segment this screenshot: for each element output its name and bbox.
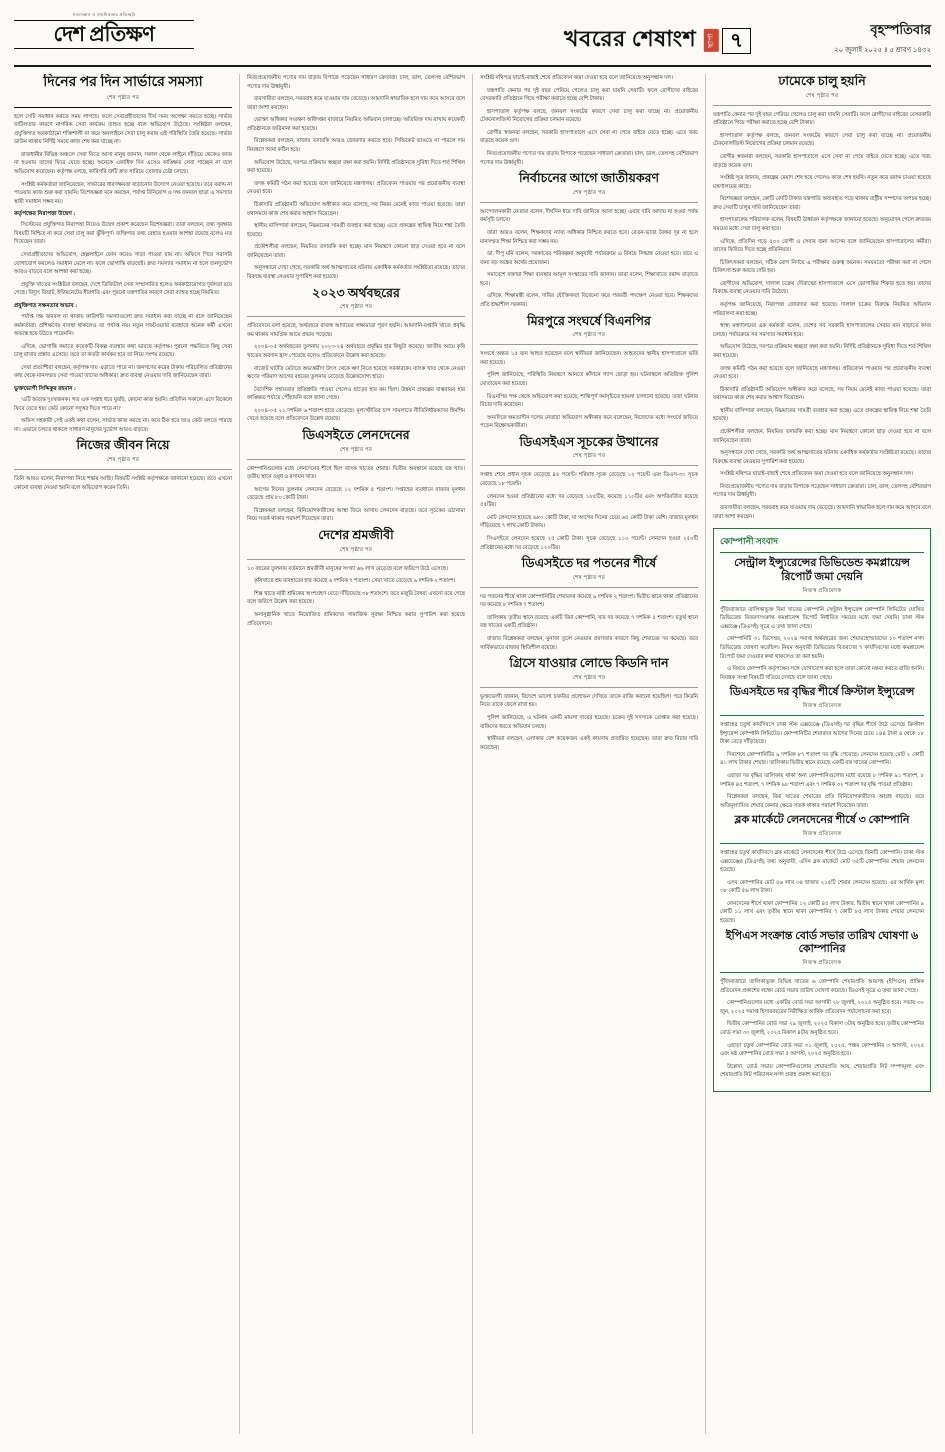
company-body (720, 978, 924, 1080)
paragraph: স্থানীয়রা বলছেন, এলাকার বেশ কয়েকজন একই কায়দায় প্রতারিত হয়েছেন। তারা দ্রুত বিচার দাবি করেছেন। (480, 736, 698, 751)
headline: ডিএসইতে দর পতনের শীর্ষে (521, 556, 657, 571)
paragraph: সিস্টেমের প্রযুক্তিগত নিরাপত্তা নিয়েও উদ্বেগ প্রকাশ করেছেন বিশেষজ্ঞরা। তারা বলছেন, তথ্য সুরক্ষার বিষয়টি নিশ্চিত না করে সেবা চালু করা ঝুঁকিপূর্ণ। ব্যক্তিগত তথ্য বেহাত হওয়ার আশঙ্কা রয়েছে বলেও মত দিয়েছেন তারা। (14, 222, 232, 246)
byline: শেষ পৃষ্ঠার পর (339, 546, 373, 553)
paragraph: ঠিকাদারি প্রতিষ্ঠানটি অভিযোগ অস্বীকার করে বলেছে, সব নিয়ম মেনেই কাজ পাওয়া হয়েছে। তারা যথাসময়ে কাজ শেষ করার আশ্বাস দিয়েছেন। (713, 386, 931, 402)
column-3 (480, 74, 698, 1434)
paragraph: কর্তৃপক্ষ জানিয়েছে, নিরাপত্তা জোরদার করা হয়েছে। দালাল চক্রের বিরুদ্ধে নিয়মিত অভিযান পরিচালনা করা হচ্ছে। (713, 302, 931, 317)
byline: শেষ পৃষ্ঠার পর (572, 332, 606, 339)
article-body-continued (247, 74, 465, 282)
paragraph: অভিযোগ উঠেছে, দরপত্র প্রক্রিয়ায় স্বচ্ছতা রক্ষা করা হয়নি। নির্দিষ্ট প্রতিষ্ঠানকে সুবিধা দিতে শর্ত শিথিল করা হয়েছে। (247, 159, 465, 175)
article-body (480, 693, 698, 752)
byline: নিজস্ব প্রতিবেদক (802, 587, 842, 594)
date-label: ২০ জুলাই ২০২৫ ॥ ৫ শ্রাবণ ১৪৩২ (834, 46, 931, 54)
paragraph: প্রতিবেদনে বলা হয়েছে, অর্থবছরে রাজস্ব আদায়ের লক্ষ্যমাত্রা পূরণ হয়নি। আমদানি-রপ্তানি খাতে প্রবৃদ্ধি কম থাকায় সামগ্রিক আয়ে প্রভাব পড়েছে। (247, 323, 465, 338)
article-body (480, 208, 698, 310)
paragraph: শিল্প খাতে নারী শ্রমিকের অংশগ্রহণ বেড়ে দাঁড়িয়েছে ৩৮ শতাংশে। তবে মজুরি বৈষম্য এখনো রয়ে গেছে বলে জরিপে উল্লেখ করা হয়েছে। (247, 590, 465, 606)
paragraph: স্থানীয় বাসিন্দারা বলছেন, নিম্নমানের সামগ্রী ব্যবহার করা হচ্ছে। এতে প্রকল্পের স্থায়িত্ব নিয়ে শঙ্কা তৈরি হয়েছে। (713, 407, 931, 423)
paragraph: পুলিশ জানিয়েছে, এ ঘটনায় একটি মামলা দায়ের হয়েছে। চক্রের দুই সদস্যকে গ্রেপ্তার করা হয়েছে। বাকিদের ধরতে অভিযান চলছে। (480, 714, 698, 730)
column-divider (239, 74, 240, 1434)
paragraph: সপ্তাহ শেষে প্রধান সূচক বেড়েছে ৪৫ পয়েন্ট। শরিয়াহ সূচক বেড়েছে ১২ পয়েন্ট এবং ডিএস-৩০ সূচক বেড়েছে ১৮ পয়েন্ট। (480, 472, 698, 488)
byline: শেষ পৃষ্ঠার পর (805, 92, 839, 99)
paragraph: প্রকৌশলীরা বলছেন, নিয়মিত তদারকি করা হচ্ছে। মান নিয়ন্ত্রণে কোনো ছাড় দেওয়া হবে না বলে জানিয়েছেন তারা। (713, 428, 931, 444)
paragraph: রোগীর স্বজনরা বলছেন, সরকারি হাসপাতালে এসে সেবা না পেয়ে বাইরে যেতে হচ্ছে। এতে খরচ বাড়ছে কয়েক গুণ। (713, 153, 931, 169)
paragraph: দিনশেষে কোম্পানিটির ৯ দশমিক ৮৭ শতাংশ দর বৃদ্ধি পেয়েছে। লেনদেন হয়েছে মোট ২ কোটি ৪১ লাখ টাকার শেয়ার। তালিকায় দ্বিতীয় স্থানে রয়েছে একটি বস্ত্র খাতের কোম্পানি। (720, 751, 924, 767)
paragraph: তিনি আরও বলেন, নিরাপত্তা নিয়ে শঙ্কায় আছি। বিষয়টি সংশ্লিষ্ট কর্তৃপক্ষকে জানানো হয়েছে। তবে এখনো কোনো ব্যবস্থা নেওয়া হয়নি বলে অভিযোগ করেন তিনি। (14, 476, 232, 491)
paragraph: ভোক্তা অধিকার সংরক্ষণ অধিদপ্তর বাজারে নিয়মিত অভিযান চালাচ্ছে। অতিরিক্ত দাম রাখায় কয়েকটি প্রতিষ্ঠানকে জরিমানা করা হয়েছে। (247, 117, 465, 132)
company-body (720, 721, 924, 810)
section-header (194, 12, 751, 59)
article-body (247, 322, 465, 424)
article-dse-decline (480, 556, 698, 652)
article-body (713, 111, 931, 522)
byline: নিজস্ব প্রতিবেদক (802, 703, 842, 710)
paragraph: হলে সেটি সমাধান করতে সময় লাগছে। ফলে সেবাগ্রহীতাদের দীর্ঘ সময় অপেক্ষা করতে হচ্ছে। সার্ভার জটিলতার কারণে নাগরিক সেবা কার্যক্রম ব্যাহত হচ্ছে বলে অভিযোগ উঠেছে। সংশ্লিষ্টরা বলছেন, প্রযুক্তিগত অবকাঠামো শক্তিশালী না করে অনলাইনে সেবা চালু করায় এই পরিস্থিতি তৈরি হয়েছে। সার্ভার ডাউন থাকায় নির্দিষ্ট সময়ে কাজ শেষ করা যাচ্ছে না। (14, 113, 232, 146)
paragraph: পুঁজিবাজারে তালিকাভুক্ত বিভিন্ন খাতের ৬ কোম্পানি শেয়ারপ্রতি আয়সহ (ইপিএস) প্রান্তিক প্রতিবেদন প্রকাশের লক্ষ্যে বোর্ড সভার তারিখ ঘোষণা করেছে। ডিএসই সূত্রে এ তথ্য জানা গেছে। (720, 979, 924, 994)
paragraph: তদন্ত কমিটি গঠন করা হয়েছে বলে জানিয়েছে মন্ত্রণালয়। প্রতিবেদন পাওয়ার পর প্রয়োজনীয় ব্যবস্থা নেওয়া হবে। (247, 180, 465, 196)
paragraph: নিত্যপ্রয়োজনীয় পণ্যের দাম বাড়ায় বিপাকে পড়েছেন সাধারণ ক্রেতারা। চাল, ডাল, তেলসহ বেশিরভাগ পণ্যের দাম ঊর্ধ্বমুখী। (480, 151, 698, 166)
paragraph: এদিকে, ভোগান্তি কমাতে কয়েকটি বিকল্প ব্যবস্থার কথা ভাবছে কর্তৃপক্ষ। পুরনো পদ্ধতিতে কিছু সেবা চালু রাখার প্রস্তাব এসেছে। তবে তা কতটা কার্যকর হবে তা নিয়ে সংশয় রয়েছে। (14, 343, 232, 359)
company-headline: ইপিএস সংক্রান্ত বোর্ড সভার তারিখ ঘোষণা ৬ কোম্পানির (725, 929, 919, 956)
paragraph: প্রযুক্তি খাতের সংশ্লিষ্টরা বলছেন, দেশে ডিজিটাল সেবা সম্প্রসারিত হলেও অবকাঠামোগত দুর্বলতা রয়ে গেছে। বিদ্যুৎ বিভ্রাট, ইন্টারনেটের ধীরগতি এবং পুরনো যন্ত্রপাতির কারণে সেবা ব্যাহত হচ্ছে নিয়মিত। (14, 281, 232, 297)
article-nationalization (480, 171, 698, 309)
article-own-life (14, 438, 232, 492)
paragraph: রাজধানীর বিভিন্ন অঞ্চলে সেবা নিতে আসা মানুষ জানান, সকাল থেকে লাইনে দাঁড়িয়ে থেকেও কাজ না হওয়ায় তাদের ফিরে যেতে হচ্ছে। অনেকে একাধিক দিন এসেও কাঙ্ক্ষিত সেবা পাচ্ছেন না বলে অভিযোগ করেছেন। কর্তৃপক্ষ বলছে, কারিগরি ত্রুটি দ্রুত সারিয়ে তোলার চেষ্টা চলছে। (14, 151, 232, 175)
byline: শেষ পৃষ্ঠার পর (572, 453, 606, 460)
article-body (480, 350, 698, 431)
byline: নিজস্ব প্রতিবেদক (802, 831, 842, 837)
article-fy2023 (247, 286, 465, 424)
byline: শেষ পৃষ্ঠার পর (572, 189, 606, 196)
company-news-label: কোম্পানী সংবাদ (720, 534, 924, 553)
byline: শেষ পৃষ্ঠার পর (339, 446, 373, 453)
paragraph: অনুসন্ধানে দেখা গেছে, সরকারি অর্থ আত্মসাতের ঘটনায় একাধিক কর্মকর্তার সংশ্লিষ্টতা রয়েছে। তাদের বিরুদ্ধে ব্যবস্থা নেওয়ার সুপারিশ করা হয়েছে। (713, 450, 931, 465)
paragraph: এ বিষয়ে কোম্পানি কর্তৃপক্ষের সঙ্গে যোগাযোগ করা হলে তারা কোনো মন্তব্য করতে রাজি হননি। নিয়ন্ত্রক সংস্থা বিষয়টি খতিয়ে দেখছে বলে জানা গেছে। (720, 666, 924, 681)
paragraph: হাসপাতাল কর্তৃপক্ষ বলছে, জনবল সংকটের কারণে সেবা চালু করা যাচ্ছে না। প্রয়োজনীয় টেকনোলজিস্ট নিয়োগের প্রক্রিয়া চলমান রয়েছে। (480, 108, 698, 124)
paragraph: আগের দিনের তুলনায় লেনদেন বেড়েছে ১২ দশমিক ৫ শতাংশ। সপ্তাহের ব্যবধানে বাজার মূলধন বেড়েছে প্রায় ৮০ কোটি টাকা। (247, 486, 465, 502)
article-labour (247, 528, 465, 628)
logo-kicker: সত্যসন্ধান ও সাহসিকতার প্রতিচ্ছবি (72, 12, 136, 17)
paragraph: তদন্ত কমিটি গঠন করা হয়েছে বলে জানিয়েছে মন্ত্রণালয়। প্রতিবেদন পাওয়ার পর প্রয়োজনীয় ব্যবস্থা নেওয়া হবে। (713, 365, 931, 381)
paragraph: স্বাস্থ্য মন্ত্রণালয়ের এক কর্মকর্তা বলেন, দেশের সব সরকারি হাসপাতালের সেবার মান বাড়াতে কাজ চলছে। পর্যায়ক্রমে সব সমস্যার সমাধান হবে। (713, 323, 931, 338)
paragraph: এছাড়া চতুর্থ কোম্পানির বোর্ড সভা ৩১ জুলাই, ২০২৫, পঞ্চম কোম্পানির ৩ আগস্ট, ২০২৫ এবং ষষ্ঠ কোম্পানির বোর্ড সভা ৫ আগস্ট, ২০২৫ অনুষ্ঠিত হবে। (720, 1042, 924, 1058)
paragraph: সংশ্লিষ্ট সূত্র জানায়, প্রকল্পের মেয়াদ শেষ হয়ে গেলেও কাজ শেষ হয়নি। নতুন করে বরাদ্দ চাওয়া হয়েছে মন্ত্রণালয়ের কাছে। (713, 175, 931, 190)
paragraph: নিত্যপ্রয়োজনীয় পণ্যের দাম বাড়ায় বিপাকে পড়েছেন সাধারণ ক্রেতারা। চাল, ডাল, তেলসহ বেশিরভাগ পণ্যের দাম ঊর্ধ্বমুখী। (247, 75, 465, 90)
headline: মিরপুরে সংঘর্ষে বিএনপির (527, 313, 651, 328)
section-title: খবরের শেষাংশ (564, 26, 697, 51)
paragraph: সংশ্লিষ্ট কর্মকর্তারা জানিয়েছেন, সার্ভারের ধারণক্ষমতা বাড়ানোর উদ্যোগ নেওয়া হয়েছে। তবে বরাদ্দ না পাওয়ায় কাজ শুরু করা যায়নি। বিশেষজ্ঞরা মনে করছেন, পর্যাপ্ত বিনিয়োগ ও দক্ষ জনবল ছাড়া এ সমস্যার স্থায়ী সমাধান সম্ভব নয়। (14, 181, 232, 205)
paragraph: সংশ্লিষ্ট নথিপত্র যাচাই-বাছাই শেষে প্রতিবেদন জমা দেওয়া হবে বলে জানিয়েছে অনুসন্ধান দল। (480, 75, 673, 81)
paragraph: এদিকে, শিক্ষামন্ত্রী বলেন, দাবির যৌক্তিকতা বিবেচনা করে পরবর্তী পদক্ষেপ নেওয়া হবে। শিক্ষকদের প্রতি শ্রদ্ধাশীল সরকার। (480, 293, 698, 309)
paragraph: আন্দোলনকারী নেতারা বলেন, দীর্ঘদিন ধরে দাবি জানিয়ে আসা হচ্ছে। এবার দাবি আদায় না হওয়া পর্যন্ত কর্মসূচি চলবে। (480, 208, 698, 224)
paragraph: চিকিৎসকরা বলছেন, সঠিক রোগ নির্ণয়ে এ পরীক্ষার গুরুত্ব অনেক। সময়মতো পরীক্ষা করা না গেলে চিকিৎসা শুরু করতে দেরি হয়। (713, 259, 931, 275)
subheading: প্রযুক্তিগত সক্ষমতার অভাব : (14, 302, 78, 309)
paragraph: কৃষিখাতে শ্রম ব্যবহারের হার কমেছে ৬ দশমিক ৭ শতাংশ। সেবা খাতে বেড়েছে ৯ দশমিক ২ শতাংশ। (254, 578, 456, 585)
headline: ডিএসইএস সূচকের উত্থানের (519, 434, 659, 449)
paragraph: যন্ত্রপাতি কেনার পর দুই বছর পেরিয়ে গেলেও চালু করা যায়নি সেবাটি। ফলে রোগীদের বাইরের বেসরকারি প্রতিষ্ঠানে গিয়ে পরীক্ষা করাতে হচ্ছে বেশি টাকায়। (480, 87, 698, 103)
paragraph: বৈদেশিক সহায়তার প্রতিশ্রুতি পাওয়া গেলেও ছাড়ের হার কম ছিল। উন্নয়ন প্রকল্পের বাস্তবায়ন হার কাঙ্ক্ষিত পর্যায়ে পৌঁছায়নি বলে জানা গেছে। (247, 386, 465, 402)
paragraph: সংঘর্ষে অন্তত ১৫ জন আহত হয়েছেন বলে স্থানীয়রা জানিয়েছেন। আহতদের স্থানীয় হাসপাতালে ভর্তি করা হয়েছে। (480, 351, 698, 366)
paragraph: সিএসইতে লেনদেন হয়েছে ২৫ কোটি টাকা। সূচক বেড়েছে ১১০ পয়েন্ট। লেনদেন হওয়া ২৫০টি প্রতিষ্ঠানের মধ্যে দর বেড়েছে ১২০টির। (480, 535, 698, 551)
paragraph: অনানুষ্ঠানিক খাতে নিয়োজিত শ্রমিকদের সামাজিক সুরক্ষা নিশ্চিত করার সুপারিশ করা হয়েছে প্রতিবেদনে। (247, 612, 465, 627)
subheading: ভুক্তভোগী সিদ্দিকুর রহমান : (14, 386, 76, 393)
masthead (14, 12, 931, 67)
paragraph: অনুসন্ধানে দেখা গেছে, সরকারি অর্থ আত্মসাতের ঘটনায় একাধিক কর্মকর্তার সংশ্লিষ্টতা রয়েছে। তাদের বিরুদ্ধে ব্যবস্থা নেওয়ার সুপারিশ করা হয়েছে। (247, 265, 465, 280)
headline: ২০২৩ অর্থবছরের (312, 285, 400, 300)
paragraph: মোট লেনদেন হয়েছে ৬৮০ কোটি টাকা, যা আগের দিনের চেয়ে ৬৫ কোটি টাকা বেশি। বাজার মূলধন দাঁড়িয়েছে ৭ লাখ কোটি টাকায়। (480, 514, 698, 530)
article-mirpur-clash (480, 314, 698, 431)
paragraph: ডা. দীপু মনি বলেন, সরকারের পরিকল্পনা অনুযায়ী পর্যায়ক্রমে এ বিষয়ে সিদ্ধান্ত নেওয়া হবে। তবে এ জন্য বড় অঙ্কের অর্থের প্রয়োজন। (480, 251, 698, 266)
paragraph: প্রকৌশলীরা বলছেন, নিয়মিত তদারকি করা হচ্ছে। মান নিয়ন্ত্রণে কোনো ছাড় দেওয়া হবে না বলে জানিয়েছেন তারা। (247, 244, 465, 259)
column-divider (705, 74, 706, 1434)
headline: নিজের জীবন নিয়ে (76, 438, 170, 453)
paragraph: বিশ্লেষকরা বলছেন, বাজার তদারকি আরও জোরদার করতে হবে। সিন্ডিকেট ভাঙতে না পারলে দাম নিয়ন্ত্রণে আনা কঠিন হবে। (247, 138, 465, 154)
paragraph: স্থানীয় বাসিন্দারা বলছেন, নিম্নমানের সামগ্রী ব্যবহার করা হচ্ছে। এতে প্রকল্পের স্থায়িত্ব নিয়ে শঙ্কা তৈরি হয়েছে। (247, 223, 465, 238)
column-divider (472, 74, 473, 1434)
article-body (480, 471, 698, 552)
paragraph: ১০ বছরের তুলনায় বর্তমানে শ্রমজীবী মানুষের সংখ্যা ৬৬ লাখ বেড়েছে বলে জরিপে উঠে এসেছে। (247, 565, 448, 572)
subheading: কর্তৃপক্ষের নিরাপত্তা উদ্বেগ : (14, 211, 76, 218)
paragraph: বাজেট ঘাটতি মেটাতে অভ্যন্তরীণ উৎস থেকে ঋণ নিতে হয়েছে সরকারকে। ব্যাংক খাত থেকে নেওয়া ঋণের পরিমাণ আগের বছরের তুলনায় বেড়েছে উল্লেখযোগ্য হারে। (247, 365, 465, 381)
column-1 (14, 74, 232, 1434)
paragraph: দ্বিতীয় কোম্পানির বোর্ড সভা ২৯ জুলাই, ২০২৫ বিকাল ৩টায় অনুষ্ঠিত হবে। তৃতীয় কোম্পানির বোর্ড সভা ৩০ জুলাই, ২০২৫ বিকাল ৪টায় অনুষ্ঠিত হবে। (720, 1021, 924, 1037)
article-kidney (480, 656, 698, 752)
paragraph: কোম্পানিটি ৩১ ডিসেম্বর, ২০২৪ সমাপ্ত অর্থবছরের জন্য শেয়ারহোল্ডারদের ১০ শতাংশ নগদ ডিভিডেন্ড ঘোষণা করেছিল। নিয়ম অনুযায়ী ডিভিডেন্ড বিতরণের ৭ কার্যদিবসের মধ্যে কমপ্লায়েন্স রিপোর্ট জমা দেওয়ার কথা থাকলেও তা করা হয়নি। (720, 636, 924, 660)
paragraph: সমাবেশে বক্তারা শিক্ষা ব্যবস্থার আমূল সংস্কারের দাবি জানান। তারা বলেন, শিক্ষাখাতে বরাদ্দ বাড়াতে হবে। (480, 272, 698, 287)
paragraph: ব্যবসায়ীরা বলছেন, সরবরাহ কমে যাওয়ায় দাম বেড়েছে। আমদানি স্বাভাবিক হলে দাম কমে আসবে বলে তারা আশা করছেন। (713, 505, 931, 520)
paragraph: 'এটি অত্যন্ত দুঃখজনক। গত এক সপ্তাহ ধরে ঘুরছি, কোনো কাজ হয়নি। প্রতিদিন সকালে এসে বিকেলে ফিরে যেতে হয়। কেউ কোনো সদুত্তর দিতে পারে না।' (14, 397, 232, 412)
headline: দিনের পর দিন সার্ভারে সমস্যা (43, 75, 203, 90)
paragraph: পর্যাপ্ত দক্ষ জনবল না থাকায় কারিগরি সমস্যাগুলো দ্রুত সমাধান করা যাচ্ছে না বলে জানিয়েছেন কর্মকর্তারা। প্রশিক্ষণের ব্যবস্থা থাকলেও তা পর্যাপ্ত নয়। নতুন সফটওয়্যার ব্যবহারে অনেক কর্মী এখনো অভ্যস্ত হয়ে উঠতে পারেননি। (14, 314, 232, 338)
page-flag-label: ছাপা (704, 29, 719, 52)
paragraph: পুলিশ জানিয়েছে, পরিস্থিতি নিয়ন্ত্রণে আনতে কাঁদানে গ্যাস ছোড়া হয়। ঘটনাস্থলে অতিরিক্ত পুলিশ মোতায়েন করা হয়েছে। (480, 372, 698, 387)
paragraph: এছাড়া দর বৃদ্ধির তালিকায় থাকা অন্য কোম্পানিগুলোর মধ্যে রয়েছে ৮ দশমিক ৯১ শতাংশ, ৮ দশমিক ৪৫ শতাংশ, ৭ দশমিক ৯৮ শতাংশ এবং ৭ দশমিক ৩২ শতাংশ দর বৃদ্ধি পাওয়া প্রতিষ্ঠান। (720, 772, 924, 788)
article-body (480, 593, 698, 652)
paragraph: হাসপাতাল কর্তৃপক্ষ বলছে, জনবল সংকটের কারণে সেবা চালু করা যাচ্ছে না। প্রয়োজনীয় টেকনোলজিস্ট নিয়োগের প্রক্রিয়া চলমান রয়েছে। (713, 132, 931, 148)
paragraph: তারা আরও বলেন, শিক্ষকদের ন্যায্য অধিকার নিশ্চিত করতে হবে। বেতন-ভাতা বৈষম্য দূর না হলে মানসম্মত শিক্ষা নিশ্চিত করা সম্ভব নয়। (480, 229, 698, 245)
headline: ডিএসইতে লেনদেনের (302, 427, 410, 442)
article-dses-index (480, 435, 698, 552)
paragraph: পুঁজিবাজারে তালিকাভুক্ত বিমা খাতের কোম্পানি সেন্ট্রাল ইন্স্যুরেন্স কোম্পানি লিমিটেড ঘোষিত ডিভিডেন্ড বিতরণসংক্রান্ত কমপ্লায়েন্স রিপোর্ট নির্ধারিত সময়ের মধ্যে জমা দেয়নি। ঢাকা স্টক এক্সচেঞ্জ (ডিএসই) সূত্রে এ তথ্য জানা গেছে। (720, 606, 924, 630)
headline: ঢামেকে চালু হয়নি (778, 74, 866, 88)
paragraph: সপ্তাহের চতুর্থ কার্যদিবসে ব্লক মার্কেটে লেনদেনের শীর্ষে উঠে এসেছে তিনটি কোম্পানি। ঢাকা স্টক এক্সচেঞ্জের (ডিএসই) তথ্য অনুযায়ী, এদিন ব্লক মার্কেটে মোট ৩৫টি কোম্পানির শেয়ার লেনদেন হয়েছে। (720, 850, 924, 874)
article-body (14, 475, 232, 492)
company-headline: সেন্ট্রাল ইন্স্যুরেন্সের ডিভিডেন্ড কমপ্লায়েন্স রিপোর্ট জমা দেয়নি (734, 557, 910, 583)
paragraph: বিএনপির পক্ষ থেকে অভিযোগ করা হয়েছে, শান্তিপূর্ণ কর্মসূচিতে হামলা চালানো হয়েছে। তারা ঘটনার বিচার দাবি করেছেন। (480, 393, 698, 409)
paragraph: দর পতনের শীর্ষে থাকা কোম্পানিটির শেয়ারদর কমেছে ৯ দশমিক ২ শতাংশ। দ্বিতীয় স্থানে থাকা প্রতিষ্ঠানের দর কমেছে ৮ দশমিক ৭ শতাংশ। (480, 593, 698, 609)
company-news-box (713, 528, 931, 1092)
headline: নির্বাচনের আগে জাতীয়করণ (518, 171, 660, 186)
headline: দেশের শ্রমজীবী (318, 528, 394, 543)
paragraph: এসব কোম্পানির মোট ৫৬ লাখ ৩৪ হাজার ২১৫টি শেয়ার লেনদেন হয়েছে। এর আর্থিক মূল্য ৩৮ কোটি ৫৬ লাখ টাকা। (720, 879, 924, 895)
company-headline: ডিএসইতে দর বৃদ্ধির শীর্ষে ক্রিস্টাল ইন্স্যুরেন্স (729, 686, 915, 699)
paragraph: লেনদেনের শীর্ষে থাকা কোম্পানির ১২ কোটি ৪৫ লাখ টাকার, দ্বিতীয় স্থানে থাকা কোম্পানির ৯ কোটি ১১ লাখ এবং তৃতীয় স্থানে থাকা কোম্পানির ৭ কোটি ৮৫ লাখ টাকার শেয়ার লেনদেন হয়েছে। (720, 900, 924, 925)
article-dse-transaction (247, 428, 465, 524)
paragraph: ২০০৪-০৫ অর্থবছরের তুলনায় ২০২৩-২৪ অর্থবছরে প্রবৃদ্ধির হার কিছুটা কমেছে। জাতীয় আয়ে কৃষি খাতের অবদান হ্রাস পেয়েছে বলেও প্রতিবেদনে উল্লেখ করা হয়েছে। (247, 344, 465, 359)
column-4 (713, 74, 931, 1434)
paragraph: লেনদেন হওয়া প্রতিষ্ঠানের মধ্যে দর বেড়েছে ১৮৫টির, কমেছে ১১০টির এবং অপরিবর্তিত রয়েছে ৫৫টির। (480, 493, 698, 509)
paragraph: তালিকায় তৃতীয় স্থানে রয়েছে একটি বিমা কোম্পানি, যার দর কমেছে ৭ দশমিক ৫ শতাংশ। চতুর্থ স্থানে বস্ত্র খাতের একটি প্রতিষ্ঠান। (480, 614, 698, 630)
paragraph: অফিস সহকারী সেই একই কথা বলেন, সার্ভার কাজ করছে না। কবে ঠিক হবে তাও কেউ বলতে পারছে না। এভাবে চলতে থাকলে সাধারণ মানুষের দুর্ভোগ আরও বাড়বে। (14, 418, 232, 433)
paragraph: সংশ্লিষ্ট নথিপত্র যাচাই-বাছাই শেষে প্রতিবেদন জমা দেওয়া হবে বলে জানিয়েছে অনুসন্ধান দল। (720, 471, 913, 478)
byline: শেষ পৃষ্ঠার পর (339, 304, 373, 311)
paragraph: বিশেষজ্ঞরা বলছেন, কোটি কোটি টাকার যন্ত্রপাতি অব্যবহৃত পড়ে থাকায় রাষ্ট্রীয় সম্পদের অপচয় হচ্ছে। দ্রুত সেবাটি চালুর দাবি জানিয়েছেন তারা। (713, 196, 931, 211)
byline: শেষ পৃষ্ঠার পর (106, 457, 140, 464)
logo-title: দেশ প্রতিক্ষণ (14, 20, 194, 49)
paragraph: সেবা প্রত্যাশীরা বলছেন, কর্তৃপক্ষ দায় এড়াতে পারে না। জনগণের করের টাকায় পরিচালিত প্রতিষ্ঠানের কাছ থেকে মানসম্মত সেবা পাওয়া তাদের অধিকার। দ্রুত ব্যবস্থা নেওয়ার দাবি জানিয়েছেন তারা। (14, 364, 232, 380)
paragraph: কোম্পানিগুলোর মধ্যে একটির বোর্ড সভা আগামী ২৮ জুলাই, ২০২৫ অনুষ্ঠিত হবে। সভায় ৩০ জুন, ২০২৫ সমাপ্ত হিসাববছরের নিরীক্ষিত আর্থিক প্রতিবেদন পর্যালোচনা করা হবে। (720, 1000, 924, 1015)
article-body (247, 465, 465, 524)
article-dmch (713, 74, 931, 521)
article-server-problem (14, 74, 232, 434)
paragraph: বিশ্লেষকরা বলছেন, বিনিয়োগকারীদের আস্থা ফিরে আসায় লেনদেন বাড়ছে। তবে সূচকের ওঠানামা নিয়ে সতর্ক থাকার পরামর্শ দিয়েছেন তারা। (247, 507, 465, 523)
byline: শেষ পৃষ্ঠার পর (572, 574, 606, 581)
byline: নিজস্ব প্রতিবেদক (802, 960, 842, 967)
article-body (14, 113, 232, 435)
paragraph: হাসপাতালের পরিচালক বলেন, বিষয়টি ঊর্ধ্বতন কর্তৃপক্ষকে জানানো হয়েছে। অনুমোদন পেলে দ্রুততম সময়ের মধ্যে সেবা চালু করা হবে। (713, 217, 931, 232)
column-2 (247, 74, 465, 1434)
article-body-continued (480, 74, 698, 167)
paragraph: বিশ্লেষকরা বলছেন, বিমা খাতের শেয়ারের প্রতি বিনিয়োগকারীদের আগ্রহ বাড়ছে। তবে অতিমূল্যায়িত শেয়ার কেনার ক্ষেত্রে সতর্ক থাকার পরামর্শ দিয়েছেন তারা। (720, 794, 924, 809)
paragraph: কোম্পানিগুলোর মধ্যে লেনদেনের শীর্ষে ছিল ব্যাংক খাতের শেয়ার। দ্বিতীয় অবস্থানে রয়েছে বস্ত্র খাত। তৃতীয় স্থানে ওষুধ ও রসায়ন খাত। (247, 465, 465, 481)
byline: শেষ পৃষ্ঠার পর (572, 674, 606, 681)
headline: গ্রিসে যাওয়ার লোভে কিডনি দান (509, 656, 669, 671)
paragraph: রোগীর স্বজনরা বলছেন, সরকারি হাসপাতালে এসে সেবা না পেয়ে বাইরে যেতে হচ্ছে। এতে খরচ বাড়ছে কয়েক গুণ। (480, 129, 698, 145)
date-block (751, 12, 931, 56)
company-body (720, 606, 924, 683)
page-badge (704, 28, 751, 54)
company-headline: ব্লক মার্কেটে লেনদেনের শীর্ষে ৩ কোম্পানি (734, 814, 910, 827)
newspaper-logo[interactable] (14, 12, 194, 49)
paragraph: অভিযোগ উঠেছে, দরপত্র প্রক্রিয়ায় স্বচ্ছতা রক্ষা করা হয়নি। নির্দিষ্ট প্রতিষ্ঠানকে সুবিধা দিতে শর্ত শিথিল করা হয়েছে। (713, 344, 931, 359)
article-grid (14, 74, 931, 1434)
paragraph: ২০০৪-০৫ ২১ দশমিক ৬ শতাংশ হারে বেড়েছে। মূল্যস্ফীতির চাপ সামলাতে নীতিনির্ধারকদের হিমশিম খেতে হয়েছে বলে প্রতিবেদনে উল্লেখ রয়েছে। (247, 407, 465, 423)
day-label: বৃহস্পতিবার (870, 22, 931, 37)
paragraph: ঠিকাদারি প্রতিষ্ঠানটি অভিযোগ অস্বীকার করে বলেছে, সব নিয়ম মেনেই কাজ পাওয়া হয়েছে। তারা যথাসময়ে কাজ শেষ করার আশ্বাস দিয়েছেন। (247, 201, 465, 217)
paragraph: ভুক্তভোগী জানান, বিদেশে ভালো চাকরির প্রলোভন দেখিয়ে তাকে রাজি করানো হয়েছিল। পরে কিডনি নিয়ে তাকে ফেলে রাখা হয়। (480, 693, 698, 709)
byline: শেষ পৃষ্ঠার পর (106, 94, 140, 101)
paragraph: সপ্তাহের চতুর্থ কার্যদিবসে ঢাকা স্টক এক্সচেঞ্জে (ডিএসই) দর বৃদ্ধির শীর্ষে উঠে এসেছে ক্রিস্টাল ইন্স্যুরেন্স কোম্পানি লিমিটেড। কোম্পানিটির শেয়ারদর আগের দিনের চেয়ে ১৪৪ টাকা ৪ থেকে ১৮ টাকা বেড়ে দাঁড়িয়েছে। (720, 722, 924, 746)
paragraph: ব্যবসায়ীরা বলছেন, সরবরাহ কমে যাওয়ায় দাম বেড়েছে। আমদানি স্বাভাবিক হলে দাম কমে আসবে বলে তারা আশা করছেন। (247, 96, 465, 111)
paragraph: সেবাগ্রহীতাদের অভিযোগ, হেল্পলাইনে ফোন করেও সাড়া পাওয়া যায় না। অফিসে গিয়ে সরাসরি যোগাযোগ করলেও সমাধান মেলে না। ফলে ভোগান্তি বাড়ছেই। দ্রুত সমস্যার সমাধান না হলে জনদুর্ভোগ আরও বাড়বে বলে আশঙ্কা করা হচ্ছে। (14, 252, 232, 276)
paragraph: এদিকে, প্রতিদিন গড়ে ৫০০ রোগী এ সেবার জন্য আসেন বলে জানিয়েছেন হাসপাতালের কর্মীরা। তাদের ফিরিয়ে দিতে হচ্ছে প্রতিনিয়ত। (713, 238, 931, 254)
paragraph: বাজার বিশ্লেষকরা বলছেন, মুনাফা তুলে নেওয়ার প্রবণতার কারণে কিছু শেয়ারের দর কমেছে। তবে সার্বিকভাবে বাজার স্থিতিশীল রয়েছে। (480, 636, 698, 651)
paragraph: নিত্যপ্রয়োজনীয় পণ্যের দাম বাড়ায় বিপাকে পড়েছেন সাধারণ ক্রেতারা। চাল, ডাল, তেলসহ বেশিরভাগ পণ্যের দাম ঊর্ধ্বমুখী। (713, 483, 931, 499)
paragraph: রোগীদের অভিযোগ, দালাল চক্রের দৌরাত্ম্যে হাসপাতালে এসে ভোগান্তির শিকার হতে হয়। তাদের বিরুদ্ধে ব্যবস্থা নেওয়ার দাবি উঠেছে। (713, 280, 931, 296)
page-number: ৭ (722, 28, 751, 54)
paragraph: অন্যদিকে ক্ষমতাসীন দলের নেতারা অভিযোগ অস্বীকার করে বলেছেন, নিজেদের মধ্যে সংঘর্ষে জড়িয়ে পড়েন বিক্ষোভকারীরা। (480, 414, 698, 430)
paragraph: যন্ত্রপাতি কেনার পর দুই বছর পেরিয়ে গেলেও চালু করা যায়নি সেবাটি। ফলে রোগীদের বাইরের বেসরকারি প্রতিষ্ঠানে গিয়ে পরীক্ষা করাতে হচ্ছে বেশি টাকায়। (713, 111, 931, 127)
article-body (247, 565, 465, 628)
paragraph: উল্লেখ্য, বোর্ড সভায় কোম্পানিগুলোর শেয়ারপ্রতি আয়, শেয়ারপ্রতি নিট সম্পদমূল্য এবং শেয়ারপ্রতি নিট পরিচালন নগদ প্রবাহ প্রকাশ করা হবে। (720, 1063, 924, 1079)
company-body (720, 849, 924, 926)
